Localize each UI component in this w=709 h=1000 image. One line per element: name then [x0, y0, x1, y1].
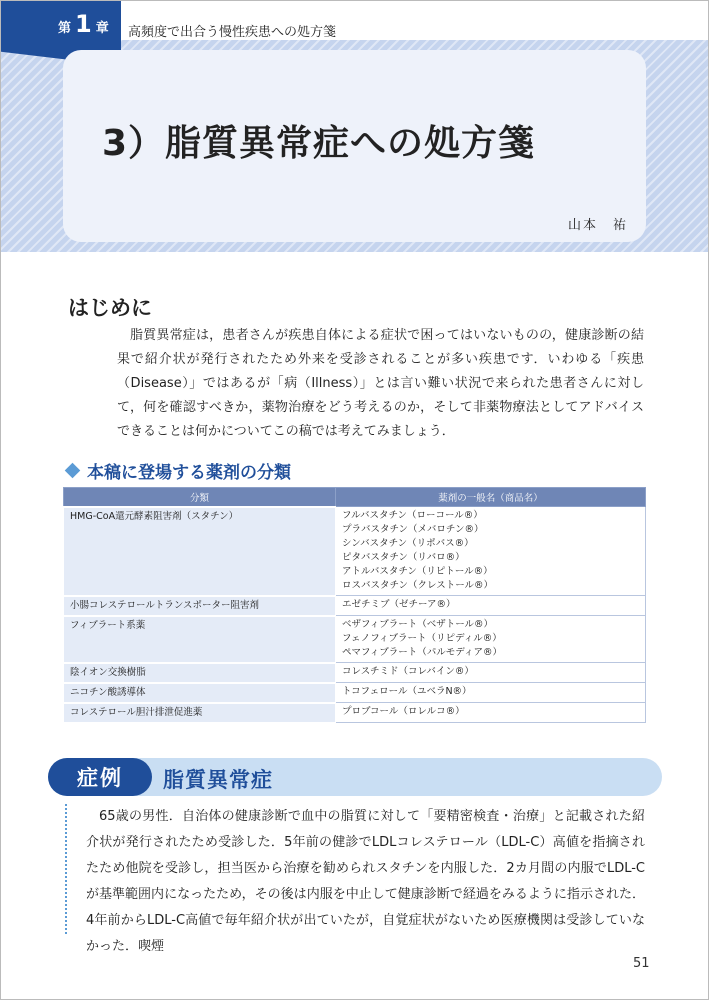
table-row	[64, 683, 646, 703]
table-row	[64, 596, 646, 616]
chapter-title: 高頻度で出合う慢性疾患への処方箋	[128, 25, 337, 40]
drug-name: フェノフィブラート（リピディル®）	[342, 633, 502, 644]
drug-name: ピタバスタチン（リバロ®）	[342, 552, 465, 563]
case-body	[65, 804, 645, 954]
table-heading-text: 本稿に登場する薬剤の分類	[87, 463, 291, 483]
drug-name: フルバスタチン（ローコール®）	[342, 510, 483, 521]
drug-cell	[336, 596, 646, 616]
chapter-label	[58, 12, 109, 36]
intro-heading: はじめに	[68, 296, 152, 320]
chapter-suffix: 章	[95, 21, 109, 36]
table-row	[64, 663, 646, 683]
case-title: 脂質異常症	[163, 768, 273, 792]
drug-cell	[336, 507, 646, 596]
drug-name: アトルバスタチン（リピトール®）	[342, 566, 493, 577]
intro-body	[117, 324, 644, 444]
drug-cell	[336, 683, 646, 703]
author: 山本 祐	[568, 218, 629, 233]
drug-name: コレスチミド（コレバイン®）	[342, 666, 474, 677]
table-heading	[67, 458, 291, 483]
category-cell: HMG-CoA還元酵素阻害剤（スタチン）	[64, 507, 336, 596]
drug-name: ロスバスタチン（クレストール®）	[342, 580, 494, 591]
category-cell: 陰イオン交換樹脂	[64, 663, 336, 683]
table-row	[64, 616, 646, 663]
category-cell: 小腸コレステロールトランスポーター阻害剤	[64, 596, 336, 616]
category-cell: ニコチン酸誘導体	[64, 683, 336, 703]
diamond-icon	[65, 463, 81, 479]
drug-name: トコフェロール（ユベラN®）	[342, 686, 472, 697]
table-row	[64, 703, 646, 723]
page-title: 3）脂質異常症への処方箋	[102, 123, 536, 164]
drug-name: エゼチミブ（ゼチーア®）	[342, 599, 456, 610]
category-cell: コレステロール胆汁排泄促進薬	[64, 703, 336, 723]
drug-name: プラバスタチン（メバロチン®）	[342, 524, 484, 535]
chapter-number: 1	[75, 10, 92, 38]
table-header-row	[64, 488, 646, 507]
drug-name: ベザフィブラート（ベザトール®）	[342, 619, 494, 630]
drug-table	[63, 487, 646, 723]
chapter-prefix: 第	[58, 21, 72, 36]
case-badge: 症例	[48, 758, 152, 796]
category-cell: フィブラート系薬	[64, 616, 336, 663]
case-paragraph: 65歳の男性．自治体の健康診断で血中の脂質に対して「要精密検査・治療」と記載された紹介状が発行されたため受診した．5年前の健診でLDLコレステロール（LDL-C）高値を指摘されたため他院を受診し，担当医から治療を勧められスタチンを内服した．2カ月間の内服でLDL-Cが基準範囲内になったため，その後は内服を中止して健康診断で経過をみるように指示された．4年前からLDL-C高値で毎年紹介状が出ていたが，自覚症状がないため医療機関は受診していなかった．喫煙	[86, 809, 645, 954]
header-drug-name: 薬剤の一般名（商品名）	[336, 488, 646, 507]
table-row	[64, 507, 646, 596]
drug-cell	[336, 616, 646, 663]
drug-cell	[336, 703, 646, 723]
drug-name: プロブコール（ロレルコ®）	[342, 706, 465, 717]
drug-cell	[336, 663, 646, 683]
drug-name: ペマフィブラート（パルモディア®）	[342, 647, 502, 658]
drug-name: シンバスタチン（リポバス®）	[342, 538, 474, 549]
intro-paragraph: 脂質異常症は，患者さんが疾患自体による症状で困ってはいないものの，健康診断の結果で紹介状が発行されたため外来を受診されることが多い疾患です．いわゆる「疾患（Disease）」ではあるが「病（Illness）」とは言い難い状況で来られた患者さんに対して，何を確認すべきか，薬物治療をどう考えるのか，そして非薬物療法としてアドバイスできることは何かについてこの稿では考えてみましょう．	[117, 328, 644, 439]
header-category: 分類	[64, 488, 336, 507]
page-number: 51	[633, 956, 650, 971]
